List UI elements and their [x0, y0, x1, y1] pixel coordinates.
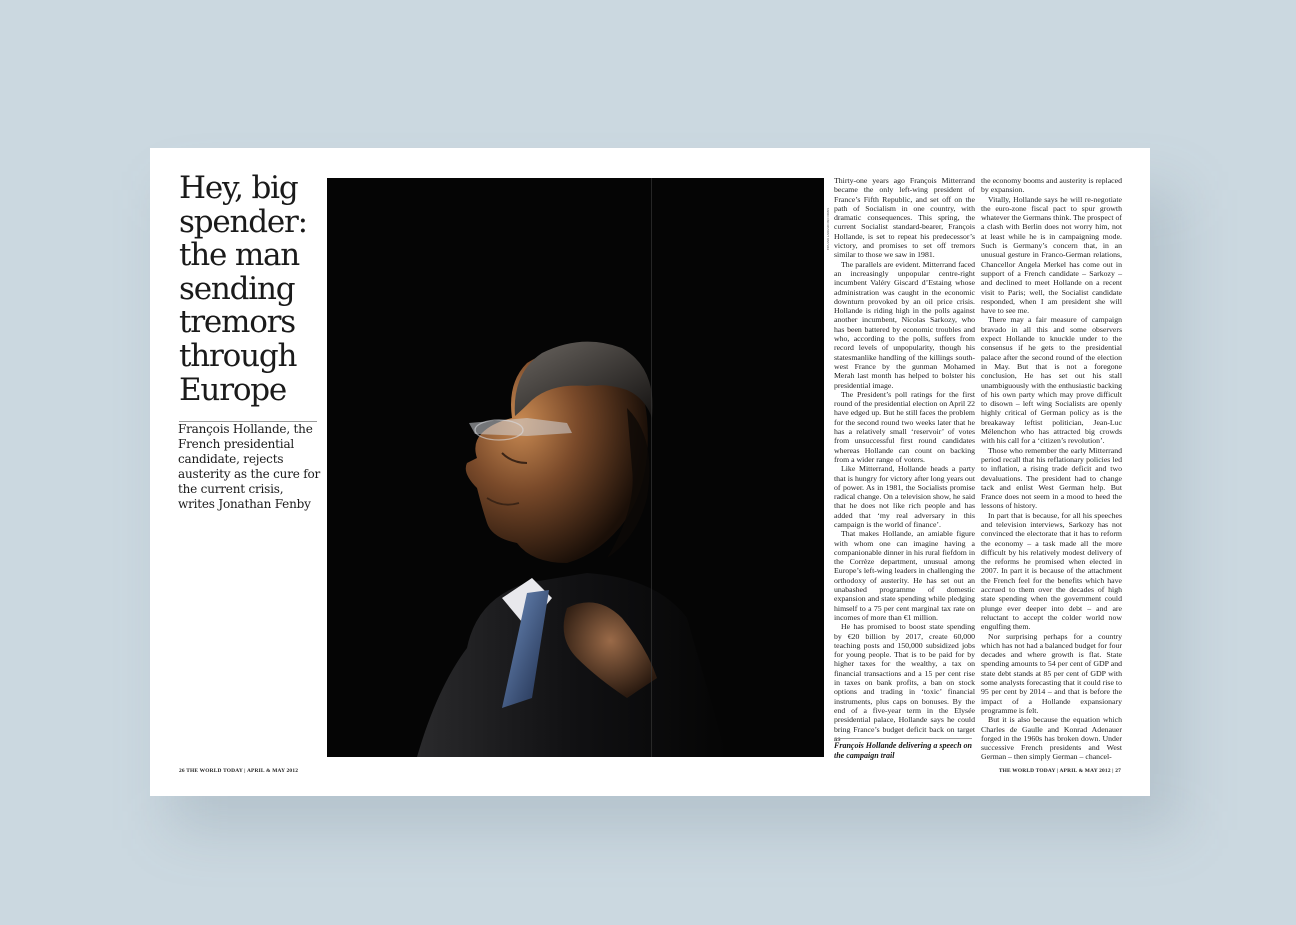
paragraph: Nor surprising perhaps for a country which has not had a balanced budget for four decades and where growth is flat. State spending amounts to 54 per cent of GDP and state debt stands at 85 per cent of GDP with some analysts forecasting that it could rise to 95 per cent by 2014 – and that is before the impact of a Hollande expansionary programme is felt. — [981, 631, 1122, 715]
paragraph: The parallels are evident. Mitterrand faced an increasingly unpopular centre-right incumbent Valéry Giscard d’Estaing whose administration was caught in the economic downturn provoked by an oil price crisis. Hollande is riding high in the polls against another incumbent, Nicolas Sarkozy, who has been battered by economic troubles and who, according to the polls, suffers from record levels of unpopularity, though his statesmanlike handling of the killings south-west France by the gunman Mohamed Merah last month has helped to bolster his presidential image. — [834, 259, 975, 390]
folio-left: 26 THE WORLD TODAY | APRIL & MAY 2012 — [179, 768, 299, 774]
headline: Hey, big spender: the man sending tremors through Europe — [179, 170, 307, 408]
folio-right: THE WORLD TODAY | APRIL & MAY 2012 | 27 — [998, 768, 1121, 774]
paragraph: The President’s poll ratings for the first round of the presidential election on April 22 have edged up. But he still faces the problem for the second round two weeks later that he has a relatively small ‘reservoir’ of votes from unsuccessful first round candidates whereas Hollande can count on backing from a wider range of voters. — [834, 389, 975, 464]
paragraph: Like Mitterrand, Hollande heads a party that is hungry for victory after long years out of power. As in 1981, the Socialists promise radical change. On a television show, he said that he does not like rich people and has added that ‘my real adversary in this campaign is the world of finance’. — [834, 464, 975, 529]
photo-caption: François Hollande delivering a speech on the campaign trail — [834, 741, 972, 760]
photo-credit: EPA/IAN LANGSDON/CORBIS — [826, 207, 830, 250]
paragraph: Vitally, Hollande says he will re-negotiate the euro-zone fiscal pact to spur growth whatever the Germans think. The prospect of a clash with Berlin does not worry him, not at least while he is in campaigning mode. Such is Germany’s concern that, in an unusual gesture in Franco-German relations, Chancellor Angela Merkel has come out in support of a French candidate – Sarkozy – and declined to meet Hollande on a recent visit to Paris; well, the Socialist candidate responded, when I am president she will have to see me. — [981, 194, 1122, 316]
paragraph: That makes Hollande, an amiable figure with whom one can imagine having a companionable dinner in his rural fiefdom in the Corrèze department, unusual among Europe’s left-wing leaders in challenging the orthodoxy of austerity. He has set out an unabashed programme of domestic expansion and state spending while pledging himself to a 75 per cent marginal tax rate on incomes of more than €1 million. — [834, 529, 975, 622]
article-column-2 — [981, 176, 1122, 761]
caption-rule — [834, 738, 972, 739]
article-column-1 — [834, 176, 975, 743]
paragraph: There may a fair measure of campaign bravado in all this and some observers expect Hollande to knuckle under to the consensus if he gets to the presidential palace after the second round of the election in May. But that is not a foregone conclusion, He has set out his stall unambiguously with the enthusiastic backing of his own party which may prove difficult to disown – left wing Socialists are openly highly critical of German policy as is the breakaway leftist politician, Jean-Luc Mélenchon who has attracted big crowds with his call for a ‘citizen’s revolution’. — [981, 315, 1122, 446]
paragraph: Those who remember the early Mitterrand period recall that his reflationary policies led to inflation, a rising trade deficit and two devaluations. The president had to change tack and enlist West German help. But France does not seem in a mood to heed the lessons of history. — [981, 445, 1122, 511]
magazine-spread — [150, 148, 1150, 796]
portrait-photo — [327, 178, 824, 757]
paragraph: He has promised to boost state spending by €20 billion by 2017, create 60,000 teaching posts and 150,000 subsidized jobs for young people. That is to be paid for by higher taxes for the wealthy, a tax on financial transactions and a 15 per cent rise in taxes on bank profits, a ban on stock options and trading in ‘toxic’ financial instruments, plus caps on bonuses. By the end of a five-year term in the Elysée presidential palace, Hollande says he could bring France’s budget deficit back on target as — [834, 622, 975, 743]
standfirst: François Hollande, the French presidential candidate, rejects austerity as the cure for the current crisis, writes Jonathan Fenby — [178, 422, 321, 511]
paragraph: But it is also because the equation which Charles de Gaulle and Konrad Adenauer forged in the 1960s has broken down. Under successive French presidents and West German – then simply German – chancel- — [981, 715, 1122, 762]
page-gutter — [651, 178, 652, 757]
paragraph: the economy booms and austerity is replaced by expansion. — [981, 176, 1122, 195]
portrait-illustration — [327, 178, 824, 757]
paragraph: In part that is because, for all his speeches and television interviews, Sarkozy has not convinced the electorate that it has to reform the economy – a task made all the more difficult by his relatively modest delivery of the reforms he promised when elected in 2007. In part it is because of the attachment the French feel for the benefits which have accrued to them over the decades of high state spending when the government could plunge ever deeper into debt – and are reluctant to accept the colder world now engulfing them. — [981, 510, 1122, 632]
paragraph: Thirty-one years ago François Mitterrand became the only left-wing president of France’s Fifth Republic, and set off on the path of Socialism in one country, with dramatic consequences. This spring, the current Socialist standard-bearer, François Hollande, is set to repeat his predecessor’s victory, and promises to set off tremors similar to those we saw in 1981. — [834, 176, 975, 260]
